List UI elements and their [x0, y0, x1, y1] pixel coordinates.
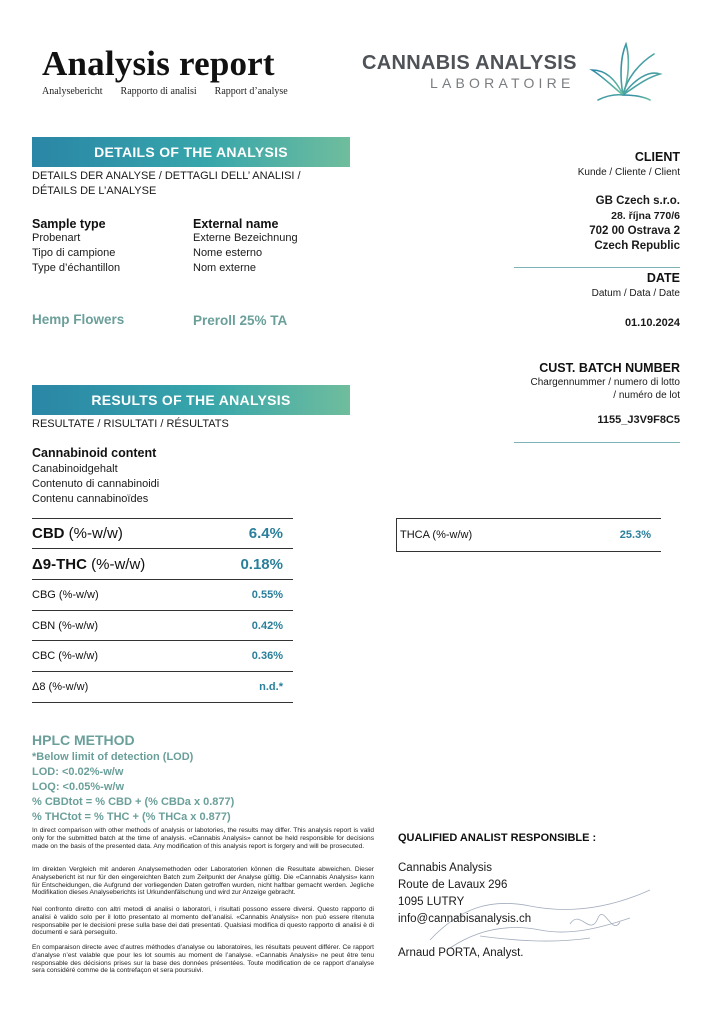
brand-name: CANNABIS ANALYSIS	[362, 52, 577, 74]
lab-address	[398, 860, 531, 962]
result-value: 25.3%	[619, 529, 651, 541]
result-label: Δ9-THC (%-w/w)	[32, 555, 146, 573]
batch-translation-line2: / numéro de lot	[613, 390, 680, 401]
method-line: % THCtot = % THC + (% THCa x 0.877)	[32, 811, 231, 823]
result-label: CBG (%-w/w)	[32, 589, 99, 601]
client-street: 28. října 770/6	[611, 210, 680, 222]
batch-translation-line1: Chargennummer / numero di lotto	[530, 377, 680, 388]
result-value: 0.18%	[240, 555, 283, 573]
sample-type-value: Hemp Flowers	[32, 312, 125, 327]
external-name-it: Nome esterno	[193, 247, 263, 259]
result-row-cbd	[32, 519, 293, 549]
lab-email: info@cannabisanalysis.ch	[398, 913, 532, 925]
client-translations: Kunde / Cliente / Client	[577, 167, 680, 178]
result-value: 0.36%	[251, 650, 283, 662]
analyst-name: Arnaud PORTA, Analyst.	[398, 947, 524, 959]
result-label: THCA (%-w/w)	[400, 529, 473, 541]
report-title: Analysis report	[42, 44, 275, 83]
report-subtitle-translations	[42, 86, 288, 97]
result-value: 6.4%	[248, 525, 283, 542]
cannabinoid-content-label: Cannabinoid content	[32, 446, 157, 460]
result-value: 0.42%	[251, 619, 283, 632]
method-line: % CBDtot = % CBD + (% CBDa x 0.877)	[32, 796, 235, 808]
result-label: CBN (%-w/w)	[32, 619, 99, 632]
details-translation-line1: DETAILS DER ANALYSE / DETTAGLI DELL’ ANALISI /	[32, 170, 301, 182]
external-name-de: Externe Bezeichnung	[193, 232, 298, 244]
result-row-d9-thc	[32, 549, 293, 580]
cannabinoid-content-block	[32, 446, 159, 507]
result-value: n.d.*	[259, 681, 283, 693]
result-label: CBD (%-w/w)	[32, 525, 123, 542]
hplc-method-block	[32, 733, 234, 825]
result-row-d8	[32, 672, 293, 703]
result-row-cbc	[32, 641, 293, 672]
disclaimer-it: Nel confronto diretto con altri metodi di analisi o laboratori, i risultati possono essere diversi. Questo rapporto di analisi è valido solo per il lotto presentato al momento dell’analisi. «Cannabis Analysis» non può essere ritenuta responsabile per le decisioni prese sulla base dei dati presentati. Qualsiasi modifica di questo rapporto di analisi è di documenti e sarà perseguito.	[32, 906, 374, 937]
result-row-cbg	[32, 580, 293, 611]
results-translations: RESULTATE / RISULTATI / RÉSULTATS	[32, 418, 229, 430]
method-line: *Below limit of detection (LOD)	[32, 751, 194, 763]
disclaimer-en: In direct comparison with other methods of analysis or labotories, the results may differ. This analysis report is valid only for the submitted batch at the time of analysis. «Cannabis Analysis» cannot be held responsible for decisions made on the basis of the presented data. Any modification of this analysis report is forgery and will be prosecuted.	[32, 827, 374, 850]
client-divider	[514, 267, 680, 268]
cannabinoid-content-it: Contenuto di cannabinoidi	[32, 478, 160, 490]
sample-type-it: Tipo di campione	[32, 247, 116, 259]
client-label: CLIENT	[634, 150, 680, 164]
sample-type-label: Sample type	[32, 217, 106, 231]
client-country: Czech Republic	[594, 240, 680, 252]
external-name-value: Preroll 25% TA	[193, 313, 288, 328]
client-city: 702 00 Ostrava 2	[589, 225, 680, 237]
batch-value: 1155_J3V9F8C5	[597, 414, 680, 426]
cannabis-leaf-logo-icon	[580, 40, 666, 102]
sample-type-fr: Type d’échantillon	[32, 262, 121, 274]
result-row-cbn	[32, 611, 293, 641]
client-address	[589, 194, 680, 254]
qualified-analyst-label: QUALIFIED ANALIST RESPONSIBLE :	[398, 832, 597, 844]
result-label: Δ8 (%-w/w)	[32, 681, 89, 693]
cannabinoid-content-fr: Contenu cannabinoïdes	[32, 493, 149, 505]
result-label: CBC (%-w/w)	[32, 650, 99, 662]
batch-translations	[530, 376, 680, 402]
method-line: LOD: <0.02%-w/w	[32, 766, 124, 778]
results-banner: RESULTS OF THE ANALYSIS	[32, 385, 350, 415]
subtitle-fr: Rapport d’analyse	[214, 86, 288, 97]
disclaimer-de: Im direkten Vergleich mit anderen Analysemethoden oder Laboratorien können die Resultate abweichen. Dieser Analysebericht ist nur für den eingereichten Batch zum Zeitpunkt der Analyse gültig. Die «Cannabis Analysis» kann für Entscheidungen, die Aufgrund der vorliegenden Daten getroffen wurden, nicht haftbar gemacht werden. Jegliche Modifikation dieses Analyseberichts ist Urkundenfälschung und wird zur Anzeige gebracht.	[32, 866, 374, 897]
date-value: 01.10.2024	[624, 317, 680, 329]
date-translations: Datum / Data / Date	[591, 288, 680, 299]
details-banner: DETAILS OF THE ANALYSIS	[32, 137, 350, 167]
details-translation-line2: DÉTAILS DE L’ANALYSE	[32, 185, 157, 197]
method-line: LOQ: <0.05%-w/w	[32, 781, 124, 793]
batch-divider	[514, 442, 680, 443]
lab-city: 1095 LUTRY	[398, 896, 465, 908]
hplc-method-title: HPLC METHOD	[32, 732, 135, 748]
subtitle-it: Rapporto di analisi	[120, 86, 197, 97]
lab-spacer	[398, 928, 531, 945]
sample-type-block	[32, 217, 120, 276]
result-value: 0.55%	[251, 589, 283, 601]
cannabinoid-content-de: Canabinoidgehalt	[32, 463, 118, 475]
external-name-fr: Nom externe	[193, 262, 256, 274]
lab-street: Route de Lavaux 296	[398, 879, 508, 891]
batch-label: CUST. BATCH NUMBER	[539, 361, 680, 375]
client-name: GB Czech s.r.o.	[595, 195, 680, 207]
brand-tagline: LABORATOIRE	[430, 75, 575, 91]
subtitle-de: Analysebericht	[42, 86, 103, 97]
details-translations	[32, 169, 301, 199]
disclaimer-fr: En comparaison directe avec d’autres méthodes d’analyse ou laboratoires, les résultats peuvent différer. Ce rapport d’analyse n’est valable que pour les lot soumis au moment de l’analyse. «Cannabis Analysis» ne peut être tenu responsable des décisions prises sur la base des données présentées. Toute modification de ce rapport d’analyse sera considéré comme de la contrefaçon et sera poursuivi.	[32, 944, 374, 975]
external-name-label: External name	[193, 217, 279, 231]
date-label: DATE	[646, 271, 680, 285]
result-row-thca	[396, 518, 661, 552]
sample-type-de: Probenart	[32, 232, 81, 244]
external-name-block	[193, 217, 298, 276]
lab-name: Cannabis Analysis	[398, 862, 492, 874]
